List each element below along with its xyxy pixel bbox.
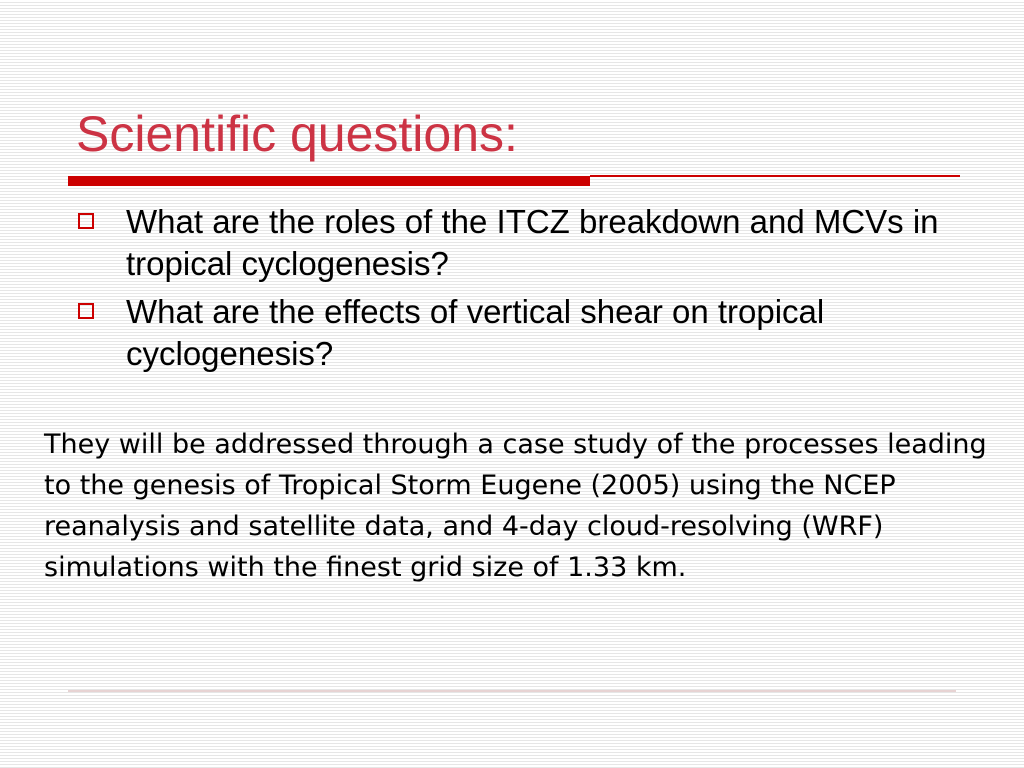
bullet-text: What are the roles of the ITCZ breakdown and MCVs in tropical cyclogenesis?: [126, 203, 939, 282]
body-paragraph: They will be addressed through a case study of the processes leading to the genesis of Tropical Storm Eugene (2005) using the NCEP reanalysis and satellite data, and 4-day cloud-resolving (WRF) simulations with the finest grid size of 1.33 km.: [44, 429, 987, 583]
hollow-square-icon: [78, 213, 94, 229]
bullet-item: [76, 201, 996, 285]
title-underline-thin: [590, 175, 960, 177]
bullet-item: [76, 291, 996, 375]
footer-divider: [68, 690, 956, 692]
title-underline-thick: [68, 176, 590, 186]
bullet-text: What are the effects of vertical shear on tropical cyclogenesis?: [126, 293, 825, 372]
bullet-list: [76, 201, 996, 381]
slide-title: Scientific questions:: [76, 106, 518, 162]
hollow-square-icon: [78, 303, 94, 319]
